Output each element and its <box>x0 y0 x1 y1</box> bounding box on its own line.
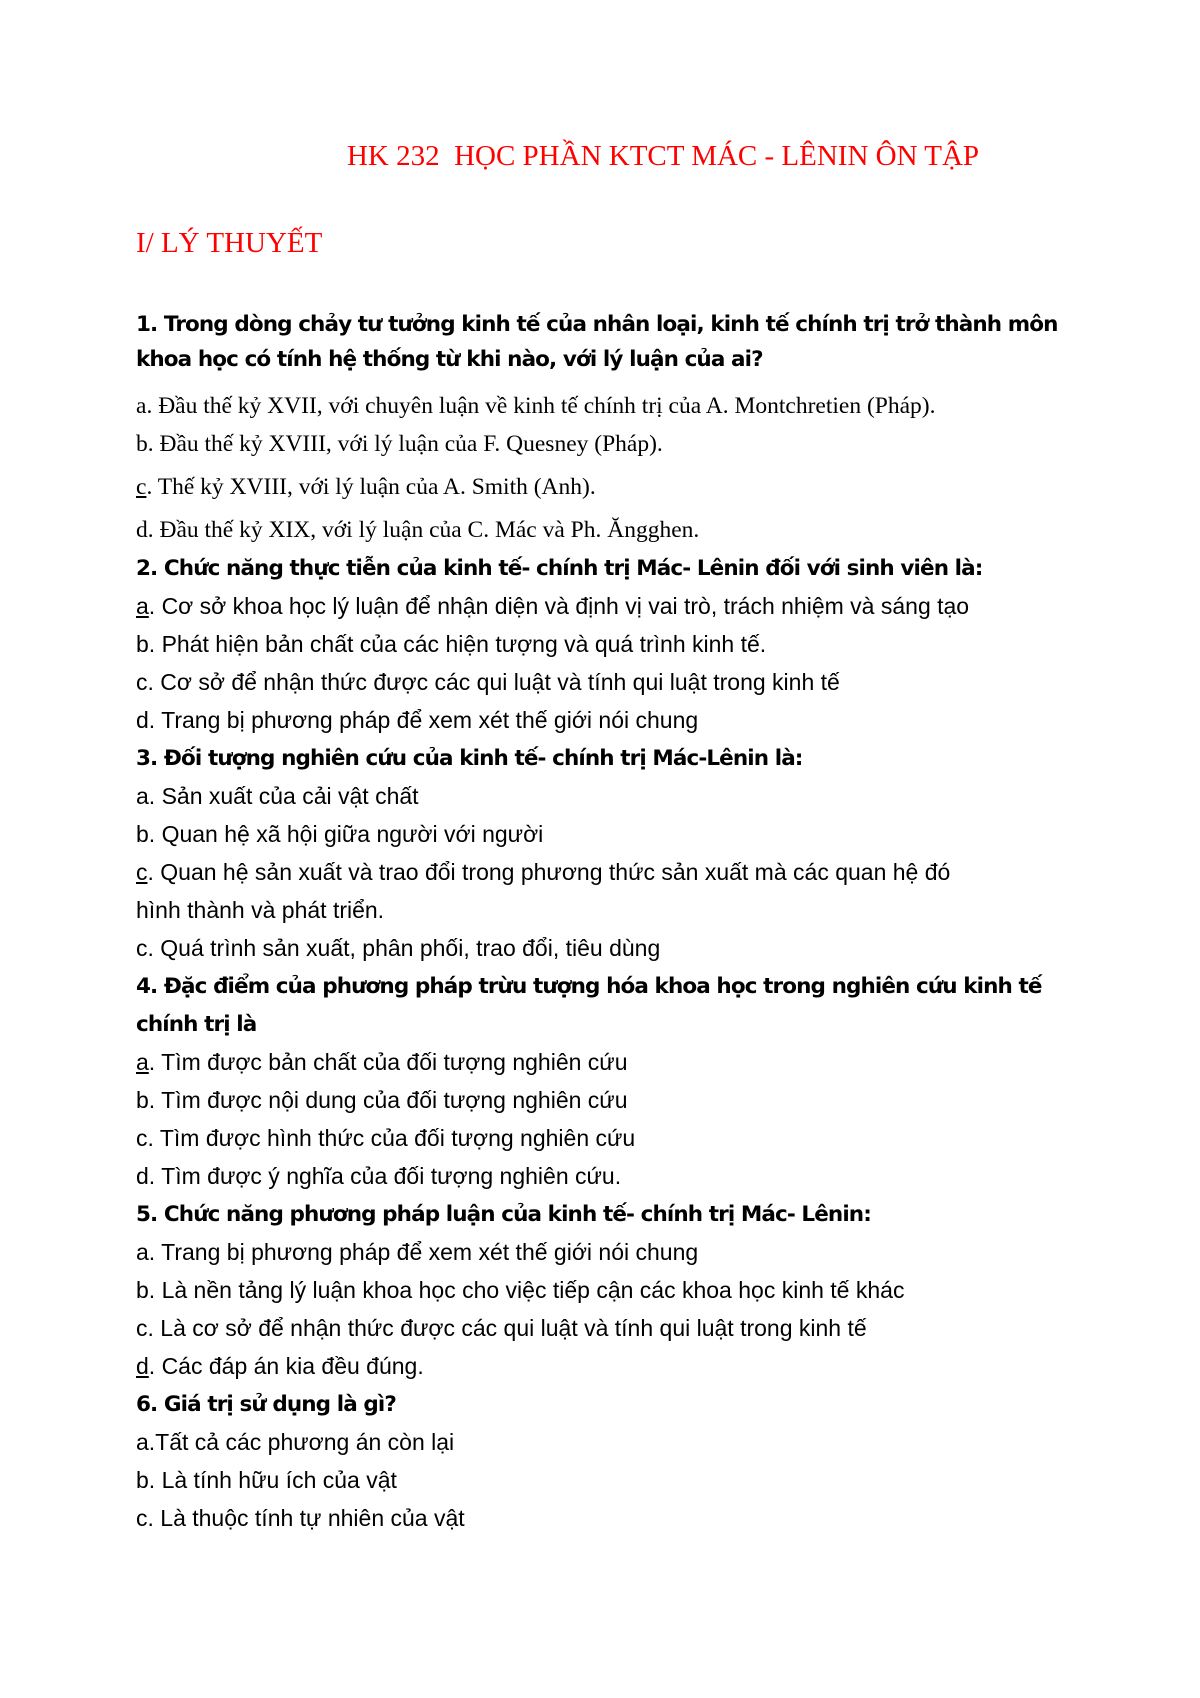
line-text: 3. Đối tượng nghiên cứu của kinh tế- chính trị Mác-Lênin là: <box>136 746 803 771</box>
line-text: . Quan hệ xã hội giữa người với người <box>148 821 544 847</box>
answer-option <box>136 625 766 664</box>
answer-option <box>136 1157 621 1196</box>
line-text: . Đầu thế kỷ XVIII, với lý luận của F. Quesney (Pháp). <box>147 431 663 457</box>
line-text: . Là tính hữu ích của vật <box>148 1467 397 1493</box>
option-letter: a <box>136 783 149 809</box>
answer-option <box>136 815 543 854</box>
answer-option <box>136 701 698 740</box>
option-letter: c <box>136 669 148 695</box>
answer-option <box>136 1271 904 1310</box>
line-text: . Là thuộc tính tự nhiên của vật <box>147 1505 465 1531</box>
option-letter: c <box>136 1315 148 1341</box>
option-letter: a <box>136 593 149 619</box>
line-text: . Các đáp án kia đều đúng. <box>148 1353 424 1379</box>
answer-option <box>136 387 935 426</box>
answer-option <box>136 468 596 507</box>
line-text: . Đầu thế kỷ XIX, với lý luận của C. Mác và Ph. Ăngghen. <box>147 517 700 543</box>
line-text: . Trang bị phương pháp để xem xét thế giới nói chung <box>148 707 699 733</box>
line-text: . Tìm được ý nghĩa của đối tượng nghiên cứu. <box>148 1163 622 1189</box>
answer-option <box>136 853 950 892</box>
question-text <box>136 340 763 379</box>
question-text <box>136 305 1058 344</box>
answer-option <box>136 1499 465 1538</box>
question-text <box>136 1385 396 1424</box>
option-letter: a <box>136 393 147 419</box>
answer-option <box>136 425 663 464</box>
line-text: . Quá trình sản xuất, phân phối, trao đổi, tiêu dùng <box>147 935 661 961</box>
option-letter: b <box>136 631 149 657</box>
answer-option <box>136 1423 454 1462</box>
line-text: hình thành và phát triển. <box>136 897 385 923</box>
line-text: . Trang bị phương pháp để xem xét thế giới nói chung <box>148 1239 699 1265</box>
question-text <box>136 1005 256 1044</box>
answer-option <box>136 587 969 626</box>
line-text: . Tìm được hình thức của đối tượng nghiên cứu <box>147 1125 636 1151</box>
question-text <box>136 1195 871 1234</box>
question-text <box>136 549 982 588</box>
option-letter: c <box>136 1125 148 1151</box>
answer-option <box>136 1233 698 1272</box>
line-text: . Phát hiện bản chất của các hiện tượng và quá trình kinh tế. <box>148 631 767 657</box>
line-text: . Là cơ sở để nhận thức được các qui luật và tính qui luật trong kinh tế <box>147 1315 867 1341</box>
answer-option <box>136 1461 397 1500</box>
answer-option <box>136 663 840 702</box>
option-letter: c <box>136 859 148 885</box>
answer-option <box>136 929 660 968</box>
line-text: . Sản xuất của cải vật chất <box>148 783 419 809</box>
line-text: . Cơ sở để nhận thức được các qui luật và tính qui luật trong kinh tế <box>147 669 840 695</box>
line-text: . Quan hệ sản xuất và trao đổi trong phương thức sản xuất mà các quan hệ đó <box>147 859 951 885</box>
line-text: . Đầu thế kỷ XVII, với chuyên luận về kinh tế chính trị của A. Montchretien (Pháp). <box>146 393 936 419</box>
option-letter: d <box>136 1353 149 1379</box>
line-text: chính trị là <box>136 1012 257 1037</box>
answer-option <box>136 1043 627 1082</box>
answer-option <box>136 1309 867 1348</box>
option-letter: b <box>136 1467 149 1493</box>
option-letter: b <box>136 431 148 457</box>
section-heading: I/ LÝ THUYẾT <box>136 227 323 259</box>
option-letter: d <box>136 1163 149 1189</box>
answer-option <box>136 511 699 550</box>
line-text: a.Tất cả các phương án còn lại <box>136 1429 455 1455</box>
line-text: . Tìm được nội dung của đối tượng nghiên cứu <box>148 1087 628 1113</box>
option-letter: c <box>136 935 148 961</box>
answer-option <box>136 1119 635 1158</box>
question-text <box>136 739 803 778</box>
line-text: 2. Chức năng thực tiễn của kinh tế- chính trị Mác- Lênin đối với sinh viên là: <box>136 556 983 581</box>
option-letter: d <box>136 707 149 733</box>
answer-option <box>136 1347 424 1386</box>
line-text: khoa học có tính hệ thống từ khi nào, với lý luận của ai? <box>136 347 763 372</box>
question-text <box>136 967 1042 1006</box>
line-text: . Là nền tảng lý luận khoa học cho việc tiếp cận các khoa học kinh tế khác <box>148 1277 905 1303</box>
option-letter: c <box>136 474 147 500</box>
option-letter: c <box>136 1505 148 1531</box>
option-letter: a <box>136 1239 149 1265</box>
line-text: 1. Trong dòng chảy tư tưởng kinh tế của nhân loại, kinh tế chính trị trở thành môn <box>136 312 1058 337</box>
answer-option <box>136 891 384 930</box>
line-text: . Cơ sở khoa học lý luận để nhận diện và định vị vai trò, trách nhiệm và sáng tạo <box>148 593 970 619</box>
line-text: 5. Chức năng phương pháp luận của kinh tế- chính trị Mác- Lênin: <box>136 1202 871 1227</box>
line-text: . Tìm được bản chất của đối tượng nghiên cứu <box>148 1049 628 1075</box>
answer-option <box>136 1081 628 1120</box>
line-text: . Thế kỷ XVIII, với lý luận của A. Smith (Anh). <box>146 474 596 500</box>
answer-option <box>136 777 419 816</box>
option-letter: b <box>136 1087 149 1113</box>
option-letter: d <box>136 517 148 543</box>
option-letter: b <box>136 821 149 847</box>
option-letter: a <box>136 1049 149 1075</box>
line-text: 4. Đặc điểm của phương pháp trừu tượng hóa khoa học trong nghiên cứu kinh tế <box>136 974 1042 999</box>
document-title: HK 232 HỌC PHẦN KTCT MÁC - LÊNIN ÔN TẬP <box>346 140 980 172</box>
option-letter: b <box>136 1277 149 1303</box>
line-text: 6. Giá trị sử dụng là gì? <box>136 1392 396 1417</box>
